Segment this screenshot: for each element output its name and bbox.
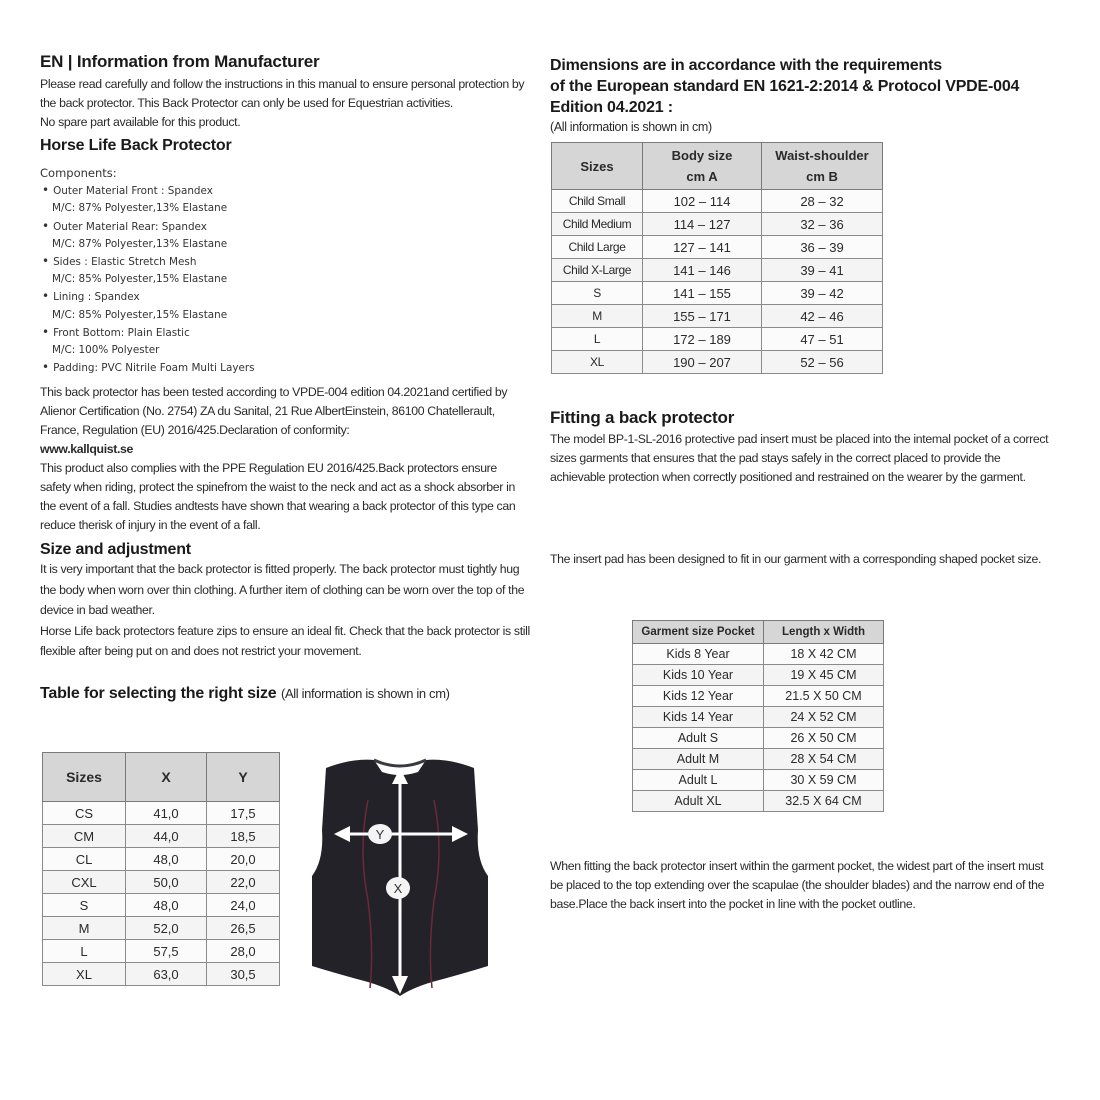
fitting-heading: Fitting a back protector <box>550 408 735 427</box>
table-row <box>43 802 280 825</box>
component-material: M/C: 87% Polyester,13% Elastane <box>52 237 228 250</box>
table-cell: 102 – 114 <box>643 190 762 213</box>
y-label: Y <box>375 827 385 842</box>
final-section <box>550 857 1055 914</box>
fitting-section <box>550 408 1055 487</box>
product-title: Horse Life Back Protector <box>40 137 232 154</box>
table-cell: 18,5 <box>207 825 280 848</box>
insert-section <box>550 550 1055 569</box>
size-table-header-row <box>43 753 280 802</box>
table-cell: XL <box>552 351 643 374</box>
component-item: • Front Bottom: Plain Elastic <box>40 324 540 342</box>
table-row <box>43 848 280 871</box>
size-table-header: X <box>126 753 207 802</box>
table-cell: Kids 14 Year <box>633 707 764 728</box>
right-column <box>550 55 1060 137</box>
table-cell: 32 – 36 <box>762 213 883 236</box>
dimensions-header-text: Body size <box>671 148 733 163</box>
table-row <box>43 963 280 986</box>
table-cell: XL <box>43 963 126 986</box>
table-cell: CXL <box>43 871 126 894</box>
pocket-table-header-row <box>633 621 884 644</box>
dimensions-header-body <box>643 143 762 190</box>
table-cell: CL <box>43 848 126 871</box>
component-item: • Padding: PVC Nitrile Foam Multi Layers <box>40 359 540 377</box>
table-cell: 26,5 <box>207 917 280 940</box>
table-cell: 41,0 <box>126 802 207 825</box>
table-cell: 24,0 <box>207 894 280 917</box>
dimensions-header-waist <box>762 143 883 190</box>
table-cell: 52 – 56 <box>762 351 883 374</box>
table-cell: 57,5 <box>126 940 207 963</box>
table-cell: Kids 12 Year <box>633 686 764 707</box>
table-row <box>552 328 883 351</box>
table-cell: 48,0 <box>126 848 207 871</box>
table-cell: 48,0 <box>126 894 207 917</box>
table-cell: Child Large <box>552 236 643 259</box>
table-cell: 50,0 <box>126 871 207 894</box>
dimensions-heading-line-2: of the European standard EN 1621-2:2014 & Protocol VPDE-004 <box>550 78 1020 95</box>
compliance-paragraph: This product also complies with the PPE Regulation EU 2016/425.Back protectors ensure safety when riding, protect the spinefrom the waist to the neck and act as a shock absorber in the event of a fall. Studies andtests have shown that wearing a back protector of this type can reduce therisk of injury in the event of a fall. <box>40 461 516 533</box>
component-material: M/C: 87% Polyester,13% Elastane <box>52 202 228 215</box>
table-cell: M <box>552 305 643 328</box>
table-cell: 47 – 51 <box>762 328 883 351</box>
dimensions-heading-line-1: Dimensions are in accordance with the requirements <box>550 57 942 74</box>
dimensions-header-sizes <box>552 143 643 190</box>
fitting-paragraph: The model BP-1-SL-2016 protective pad insert must be placed into the intemal pocket of a correct sizes garments that ensures that the pad stays safely in the correct placed to provide the achievable protection when correctly positioned and restrained on the wearer by the garment. <box>550 432 1049 484</box>
table-row <box>552 213 883 236</box>
component-material: M/C: 85% Polyester,15% Elastane <box>52 308 228 321</box>
table-cell: S <box>43 894 126 917</box>
table-cell: 44,0 <box>126 825 207 848</box>
intro-paragraph: Please read carefully and follow the instructions in this manual to ensure personal protection by the back protector. This Back Protector can only be used for Equestrian activities. <box>40 77 525 110</box>
table-cell: 18 X 42 CM <box>764 644 884 665</box>
table-cell: 22,0 <box>207 871 280 894</box>
table-cell: 114 – 127 <box>643 213 762 236</box>
component-item: • Outer Material Rear: Spandex <box>40 218 540 236</box>
table-cell: Adult M <box>633 749 764 770</box>
table-cell: Child Small <box>552 190 643 213</box>
table-row <box>633 770 884 791</box>
size-table-header: Sizes <box>43 753 126 802</box>
certification-paragraph: This back protector has been tested according to VPDE-004 edition 04.2021and certified by Alienor Certification (No. 2754) ZA du Sanital, 21 Rue AlbertEinstein, 86100 Chatellerault, France, Regulation (EU) 2016/425.Declaration of conformity: <box>40 385 508 438</box>
table-cell: 28,0 <box>207 940 280 963</box>
website-link[interactable]: www.kallquist.se <box>40 442 134 457</box>
table-cell: Child X-Large <box>552 259 643 282</box>
pocket-table <box>632 620 884 812</box>
table-cell: 36 – 39 <box>762 236 883 259</box>
dimensions-table <box>551 142 883 374</box>
table-cell: 172 – 189 <box>643 328 762 351</box>
table-cell: L <box>552 328 643 351</box>
left-column <box>40 52 540 703</box>
pocket-table-header: Length x Width <box>764 621 884 644</box>
size-table-heading <box>40 684 540 703</box>
table-cell: 30 X 59 CM <box>764 770 884 791</box>
table-cell: Child Medium <box>552 213 643 236</box>
table-row <box>43 940 280 963</box>
table-row <box>633 749 884 770</box>
components-label: Components: <box>40 166 117 180</box>
table-cell: M <box>43 917 126 940</box>
dimensions-table-header-row <box>552 143 883 190</box>
table-cell: Kids 10 Year <box>633 665 764 686</box>
table-row <box>552 351 883 374</box>
table-cell: 20,0 <box>207 848 280 871</box>
dimensions-heading-line-3: Edition 04.2021 : <box>550 99 673 116</box>
table-cell: Adult XL <box>633 791 764 812</box>
table-cell: 26 X 50 CM <box>764 728 884 749</box>
table-cell: L <box>43 940 126 963</box>
table-row <box>552 236 883 259</box>
table-row <box>633 728 884 749</box>
table-cell: CM <box>43 825 126 848</box>
component-item: • Lining : Spandex <box>40 288 540 306</box>
table-row <box>43 894 280 917</box>
dimensions-header-text: Sizes <box>580 158 614 174</box>
table-cell: 141 – 155 <box>643 282 762 305</box>
table-cell: 28 – 32 <box>762 190 883 213</box>
size-table <box>42 752 280 986</box>
table-cell: Kids 8 Year <box>633 644 764 665</box>
size-table-title: Table for selecting the right size <box>40 684 277 702</box>
size-table-header: Y <box>207 753 280 802</box>
vest-illustration <box>312 750 488 998</box>
table-row <box>633 665 884 686</box>
size-adjustment-text-1: It is very important that the back protector is fitted properly. The back protector must tightly hug the body when worn over thin clothing. A further item of clothing can be worn over the top of the device in bad weather. <box>40 562 525 618</box>
table-cell: Adult S <box>633 728 764 749</box>
table-row <box>552 305 883 328</box>
table-cell: 19 X 45 CM <box>764 665 884 686</box>
table-row <box>633 686 884 707</box>
size-table-note: (All information is shown in cm) <box>280 685 450 701</box>
dimensions-header-text: cm B <box>806 169 838 184</box>
table-cell: 63,0 <box>126 963 207 986</box>
dimensions-note: (All information is shown in cm) <box>550 120 712 134</box>
table-cell: 30,5 <box>207 963 280 986</box>
table-cell: 39 – 42 <box>762 282 883 305</box>
table-cell: 127 – 141 <box>643 236 762 259</box>
no-spare-text: No spare part available for this product. <box>40 115 241 129</box>
x-label: X <box>393 881 403 896</box>
table-cell: 141 – 146 <box>643 259 762 282</box>
table-cell: S <box>552 282 643 305</box>
table-cell: 39 – 41 <box>762 259 883 282</box>
table-row <box>43 871 280 894</box>
table-row <box>552 259 883 282</box>
table-cell: 28 X 54 CM <box>764 749 884 770</box>
table-row <box>633 791 884 812</box>
table-cell: 42 – 46 <box>762 305 883 328</box>
manufacturer-info-heading: EN | Information from Manufacturer <box>40 52 320 71</box>
size-adjustment-heading: Size and adjustment <box>40 541 191 559</box>
table-cell: 17,5 <box>207 802 280 825</box>
components-list <box>40 165 540 377</box>
table-row <box>552 282 883 305</box>
insert-paragraph: The insert pad has been designed to fit in our garment with a corresponding shaped pocket size. <box>550 552 1042 566</box>
table-cell: Adult L <box>633 770 764 791</box>
table-row <box>552 190 883 213</box>
table-cell: 24 X 52 CM <box>764 707 884 728</box>
component-item: • Outer Material Front : Spandex <box>40 182 540 200</box>
component-material: M/C: 85% Polyester,15% Elastane <box>52 273 228 286</box>
table-row <box>43 825 280 848</box>
table-cell: 52,0 <box>126 917 207 940</box>
table-cell: 155 – 171 <box>643 305 762 328</box>
component-material: M/C: 100% Polyester <box>52 344 160 357</box>
dimensions-header-text: Waist-shoulder <box>775 148 869 163</box>
final-paragraph: When fitting the back protector insert within the garment pocket, the widest part of the insert must be placed to the top extending over the scapulae (the shoulder blades) and the narrow end of the base.Place the back insert into the pocket in line with the pocket outline. <box>550 859 1045 911</box>
table-cell: 190 – 207 <box>643 351 762 374</box>
component-item: • Sides : Elastic Stretch Mesh <box>40 253 540 271</box>
table-cell: 21.5 X 50 CM <box>764 686 884 707</box>
table-cell: 32.5 X 64 CM <box>764 791 884 812</box>
vest-collar <box>374 760 426 766</box>
table-row <box>633 644 884 665</box>
pocket-table-header: Garment size Pocket <box>633 621 764 644</box>
dimensions-header-text: cm A <box>686 169 718 184</box>
size-adjustment-text-2: Horse Life back protectors feature zips to ensure an ideal fit. Check that the back protector is still flexible after being put on and does not restrict your movement. <box>40 623 530 659</box>
table-row <box>43 917 280 940</box>
table-cell: CS <box>43 802 126 825</box>
table-row <box>633 707 884 728</box>
